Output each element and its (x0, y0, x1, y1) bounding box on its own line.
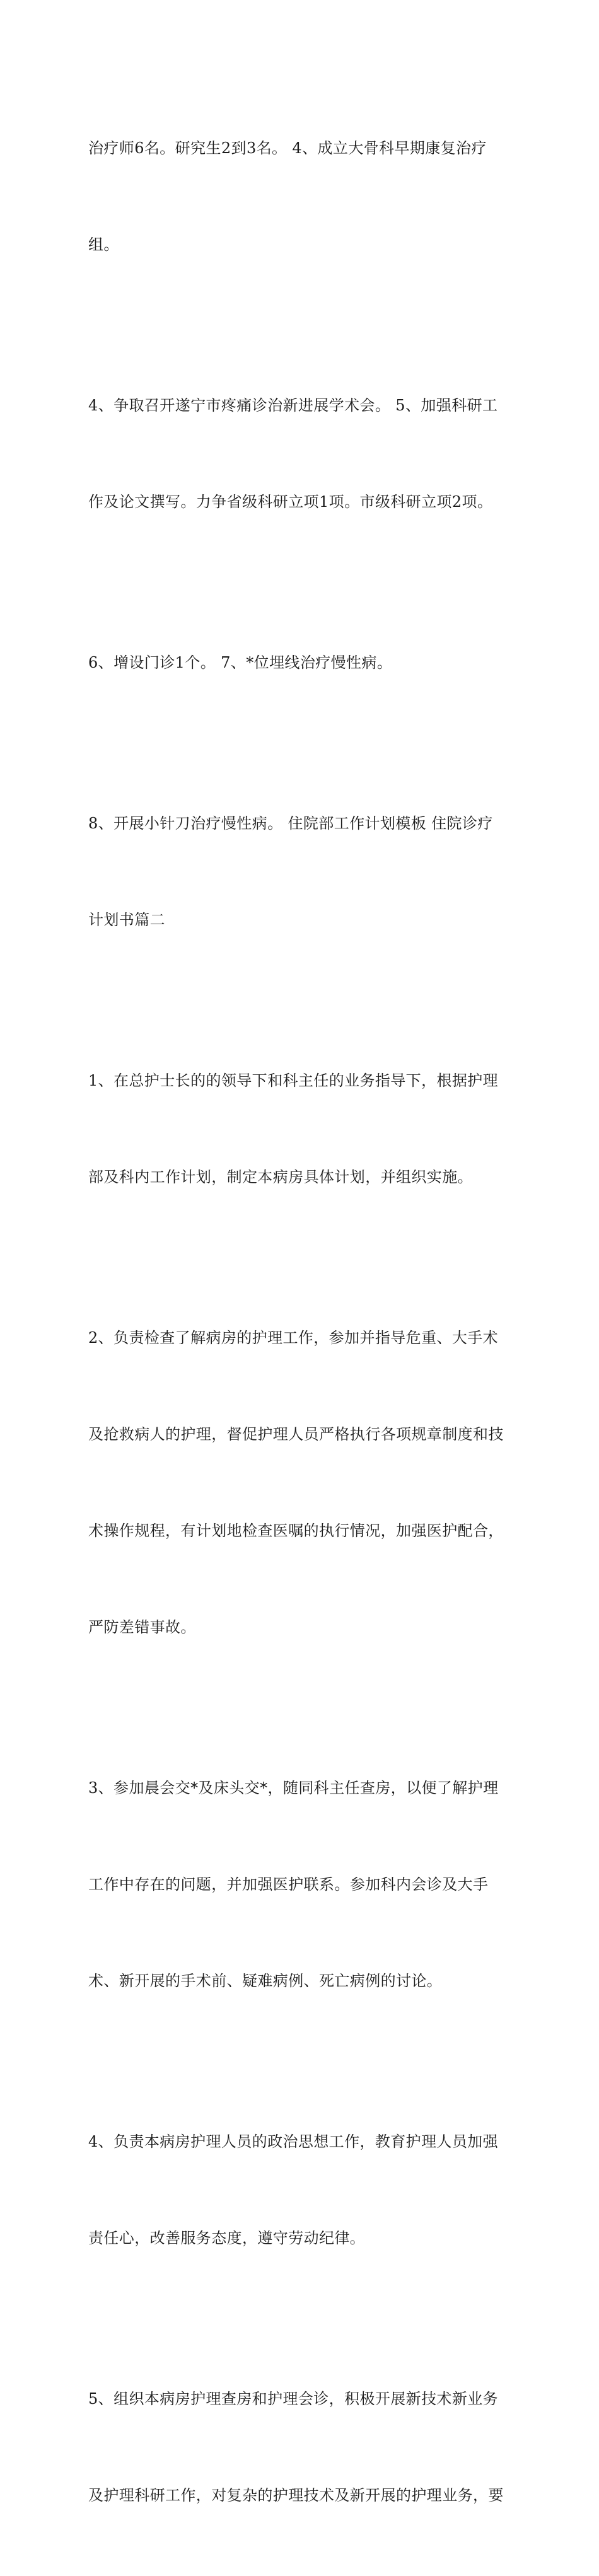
text-line: 3、参加晨会交*及床头交*，随同科主任查房，以便了解护理 (88, 1779, 499, 1797)
text-line: 工作中存在的问题，并加强医护联系。参加科内会诊及大手 (88, 1876, 489, 1893)
paragraph-2 (88, 325, 523, 583)
text-line: 作及论文撰写。力争省级科研立项1项。市级科研立项2项。 (88, 493, 493, 511)
text-line: 术、新开展的手术前、疑难病例、死亡病例的讨论。 (88, 1972, 443, 1990)
paragraph-3 (88, 583, 523, 743)
text-line: 术操作规程，有计划地检查医嘱的执行情况，加强医护配合， (88, 1522, 504, 1540)
text-line: 4、争取召开遂宁市疼痛诊治新进展学术会。 5、加强科研工 (88, 397, 498, 414)
text-line: 计划书篇二 (88, 911, 165, 929)
text-line: 4、负责本病房护理人员的政治思想工作，教育护理人员加强 (88, 2133, 499, 2150)
paragraph-4 (88, 743, 523, 1001)
text-line: 1、在总护士长的的领导下和科主任的业务指导下，根据护理 (88, 1072, 499, 1089)
text-line: 及护理科研工作，对复杂的护理技术及新开展的护理业务，要 (88, 2486, 504, 2504)
paragraph-9 (88, 2319, 523, 2576)
paragraph-5 (88, 1001, 523, 1258)
paragraph-8 (88, 2062, 523, 2319)
text-line: 责任心，改善服务态度，遵守劳动纪律。 (88, 2229, 366, 2247)
text-line: 及抢救病人的护理，督促护理人员严格执行各项规章制度和技 (88, 1425, 504, 1443)
text-line: 6、增设门诊1个。 7、*位埋线治疗慢性病。 (88, 654, 393, 671)
text-line: 严防差错事故。 (88, 1618, 196, 1636)
paragraph-6 (88, 1258, 523, 1708)
text-line: 5、组织本病房护理查房和护理会诊，积极开展新技术新业务 (88, 2390, 499, 2408)
text-line: 8、开展小针刀治疗慢性病。 住院部工作计划模板 住院诊疗 (88, 815, 493, 832)
text-line: 治疗师6名。研究生2到3名。 4、成立大骨科早期康复治疗 (88, 139, 487, 157)
paragraph-7 (88, 1708, 523, 2062)
paragraph-1 (88, 68, 523, 325)
text-line: 2、负责检查了解病房的护理工作，参加并指导危重、大手术 (88, 1329, 499, 1347)
text-line: 组。 (88, 236, 119, 253)
document-body (88, 68, 523, 2576)
text-line: 部及科内工作计划，制定本病房具体计划，并组织实施。 (88, 1168, 473, 1186)
